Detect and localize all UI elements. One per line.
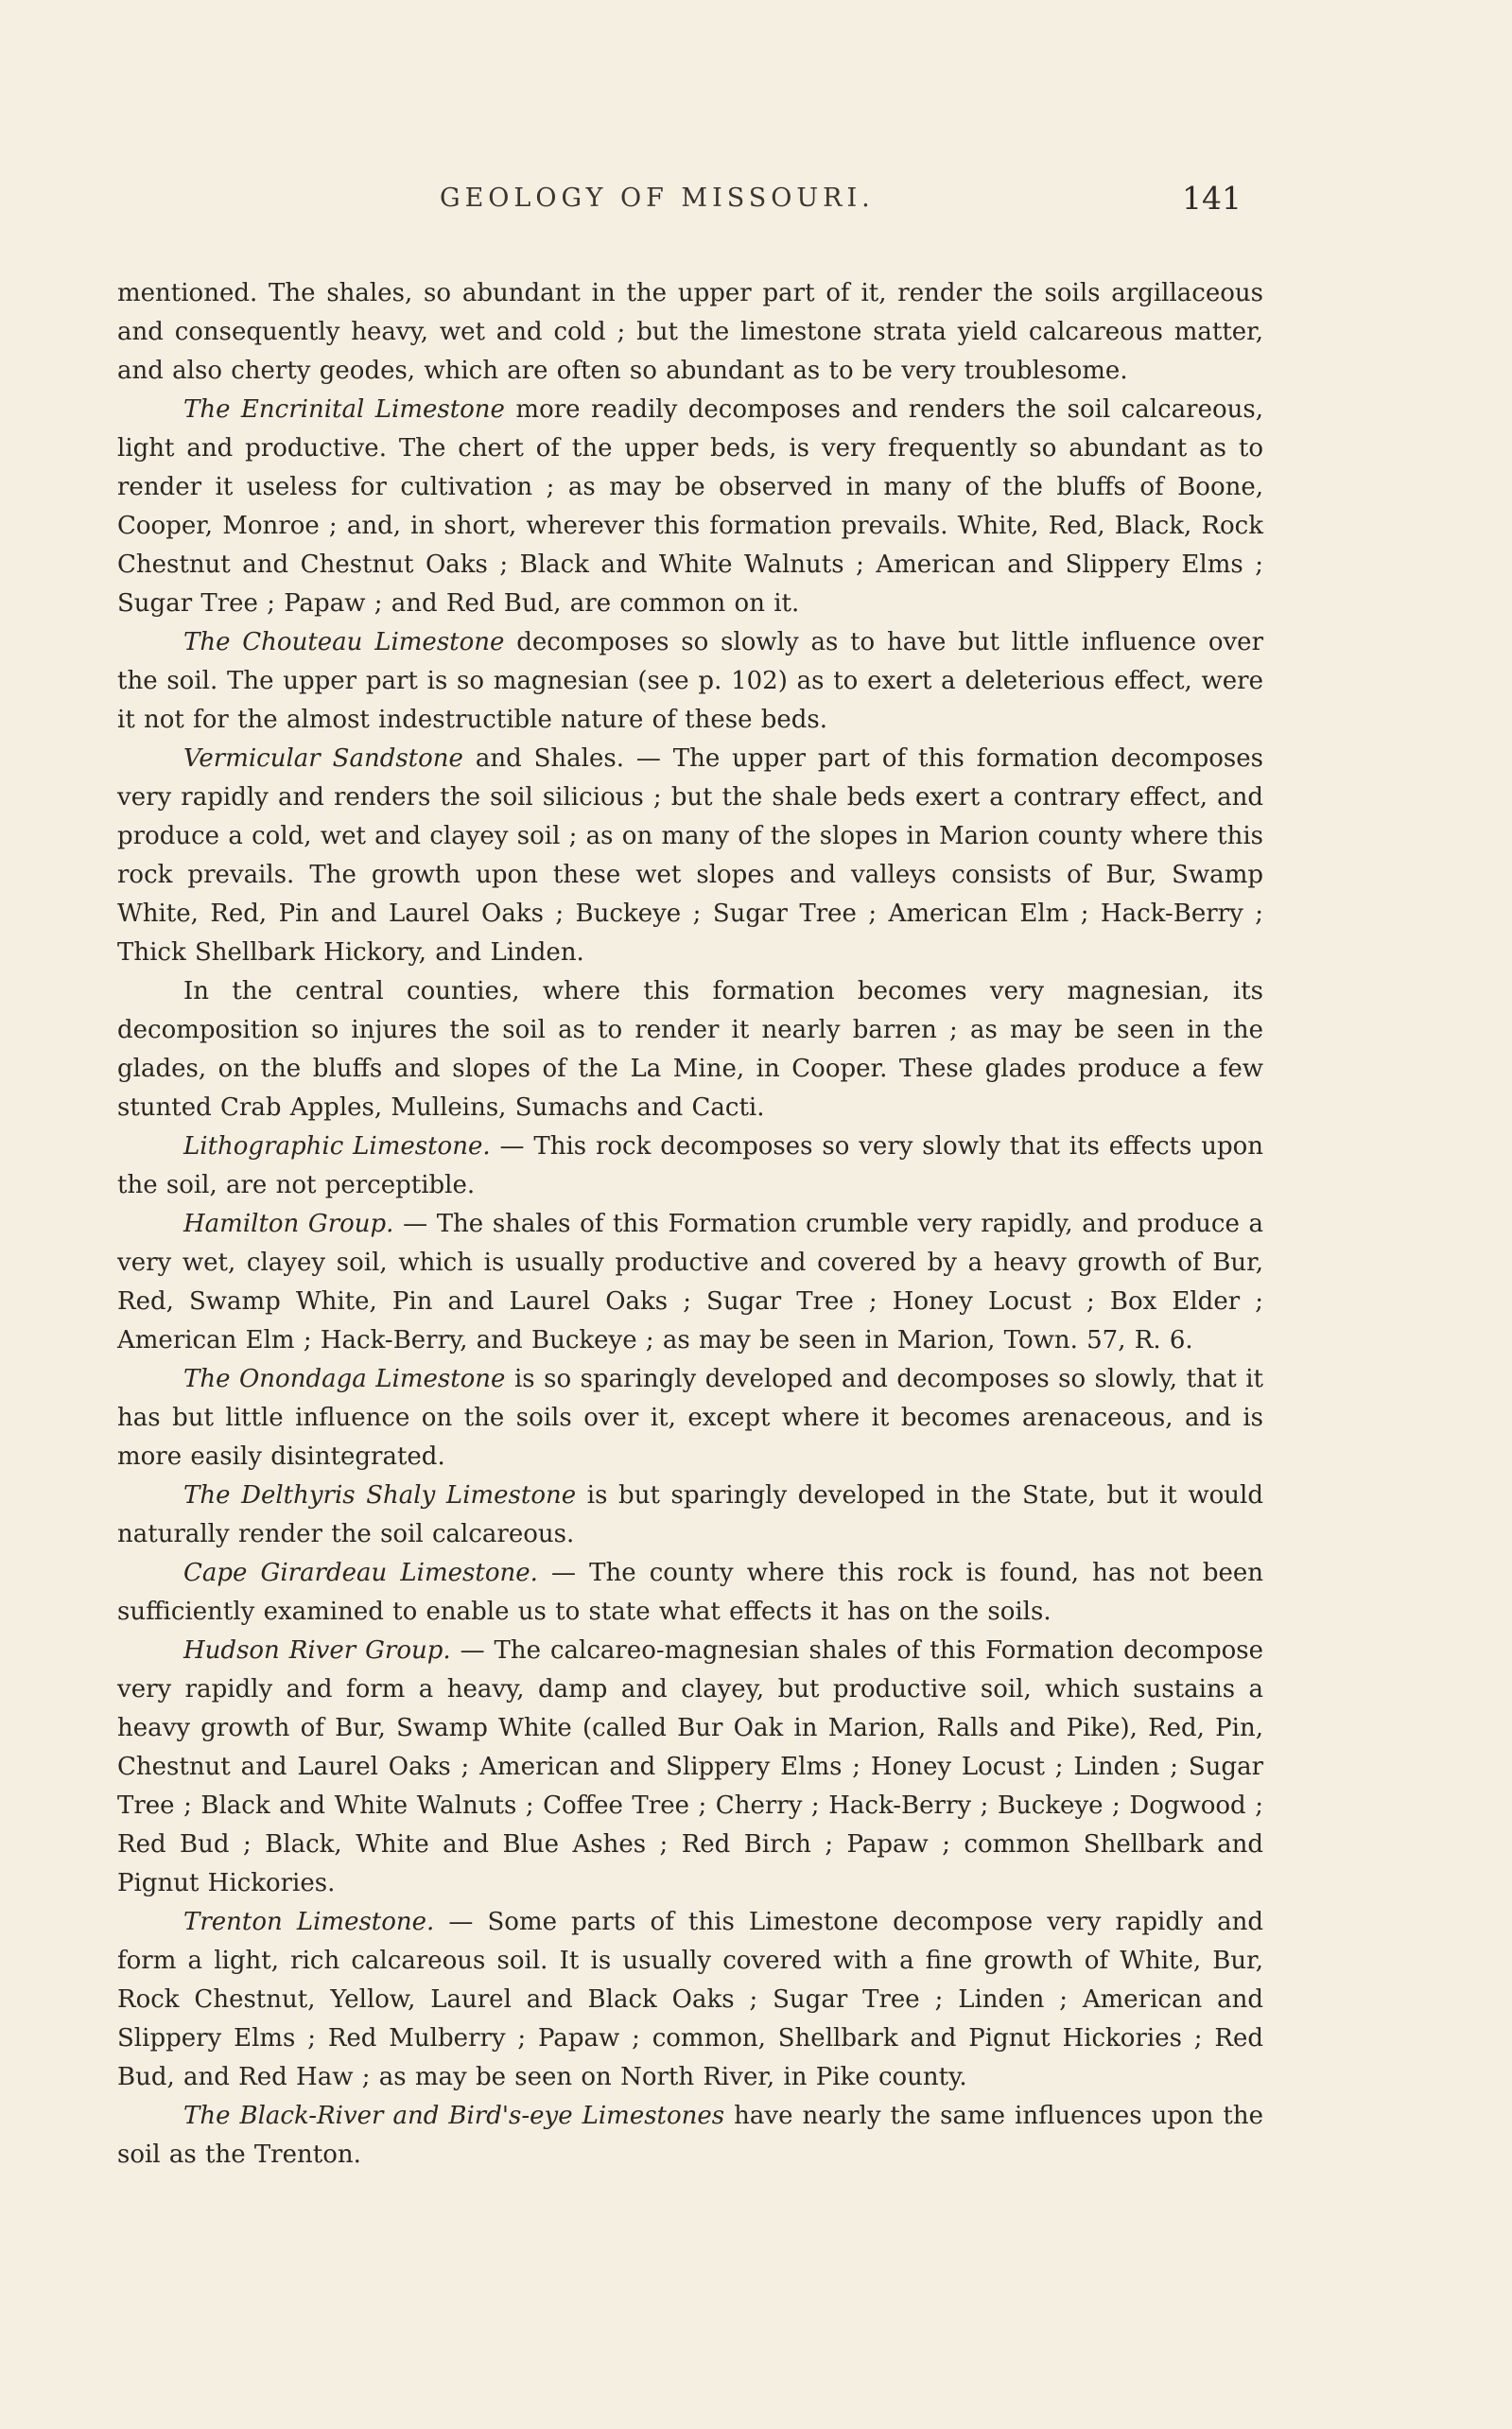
paragraph-11-lead: Hudson River Group. [183,1636,451,1665]
paragraph-8 [117,1360,1263,1477]
paragraph-2-lead: The Encrinital Limestone [183,395,505,424]
paragraph-2-text: more readily decomposes and renders the soil calcareous, light and productive. The chert of the upper beds, is very frequently so abundant as to render it useless for cultivation ; as may be observed in many of the bluffs of Boone, Cooper, Monroe ; and, in short, wherever this formation prevails. White, Red, Black, Rock Chestnut and Chestnut Oaks ; Black and White Walnuts ; American and Slippery Elms ; Sugar Tree ; Papaw ; and Red Bud, are common on it. [117,395,1263,618]
paragraph-2 [117,391,1263,623]
paragraph-6-lead: Lithographic Limestone. [183,1132,491,1161]
paragraph-5-text: In the central counties, where this formation becomes very magnesian, its decomposition so injures the soil as to render it nearly barren ; as may be seen in the glades, on the bluffs and slopes of the La Mine, in Cooper. These glades produce a few stunted Crab Apples, Mulleins, Sumachs and Cacti. [117,977,1263,1122]
paragraph-12-lead: Trenton Limestone. [183,1908,435,1936]
paragraph-7 [117,1205,1263,1360]
paragraph-12 [117,1903,1263,2097]
paragraph-7-lead: Hamilton Group. [183,1210,394,1238]
paragraph-13-lead: The Black-River and Bird's-eye Limestones [183,2102,725,2130]
paragraph-10-lead: Cape Girardeau Limestone. [183,1559,538,1587]
paragraph-6 [117,1127,1263,1205]
paragraph-1-text: mentioned. The shales, so abundant in the upper part of it, render the soils argillaceous and consequently heavy, wet and cold ; but the limestone strata yield calcareous matter, and also cherty geodes, which are often so abundant as to be very troublesome. [117,279,1263,385]
paragraph-4-text: and Shales. — The upper part of this formation decomposes very rapidly and renders the soil silicious ; but the shale beds exert a contrary effect, and produce a cold, wet and clayey soil ; as on many of the slopes in Marion county where this rock prevails. The growth upon these wet slopes and valleys consists of Bur, Swamp White, Red, Pin and Laurel Oaks ; Buckeye ; Sugar Tree ; American Elm ; Hack-Berry ; Thick Shellbark Hickory, and Linden. [117,744,1263,967]
paragraph-1 [117,274,1263,391]
page-number: 141 [1182,180,1242,217]
paragraph-9-lead: The Delthyris Shaly Limestone [183,1481,577,1510]
running-title: GEOLOGY OF MISSOURI. [440,183,875,213]
paragraph-8-lead: The Onondaga Limestone [183,1365,506,1393]
paragraph-6-text: — This rock decomposes so very slowly that its effects upon the soil, are not perceptible. [117,1132,1263,1199]
paragraph-9-text: is but sparingly developed in the State, but it would naturally render the soil calcareous. [117,1481,1263,1548]
paragraph-10-text: — The county where this rock is found, has not been sufficiently examined to enable us to state what effects it has on the soils. [117,1559,1264,1626]
paragraph-7-text: — The shales of this Formation crumble very rapidly, and produce a very wet, clayey soil, which is usually productive and covered by a heavy growth of Bur, Red, Swamp White, Pin and Laurel Oaks ; Sugar Tree ; Honey Locust ; Box Elder ; American Elm ; Hack-Berry, and Buckeye ; as may be seen in Marion, Town. 57, R. 6. [117,1210,1263,1354]
running-head [0,180,1512,227]
paragraph-12-text: — Some parts of this Limestone decompose very rapidly and form a light, rich calcareous soil. It is usually covered with a fine growth of White, Bur, Rock Chestnut, Yellow, Laurel and Black Oaks ; Sugar Tree ; Linden ; American and Slippery Elms ; Red Mulberry ; Papaw ; common, Shellbark and Pignut Hickories ; Red Bud, and Red Haw ; as may be seen on North River, in Pike county. [117,1908,1263,2091]
paragraph-3 [117,623,1263,740]
paragraph-9 [117,1477,1263,1554]
paragraph-13-text: have nearly the same influences upon the soil as the Trenton. [117,2102,1263,2169]
paragraph-5 [117,972,1263,1127]
paragraph-8-text: is so sparingly developed and decomposes so slowly, that it has but little influence on the soils over it, except where it becomes arenaceous, and is more easily disintegrated. [117,1365,1263,1471]
body-text [117,274,1263,2175]
paragraph-11 [117,1632,1263,1903]
paragraph-11-text: — The calcareo-magnesian shales of this Formation decompose very rapidly and form a heavy, damp and clayey, but productive soil, which sustains a heavy growth of Bur, Swamp White (called Bur Oak in Marion, Ralls and Pike), Red, Pin, Chestnut and Laurel Oaks ; American and Slippery Elms ; Honey Locust ; Linden ; Sugar Tree ; Black and White Walnuts ; Coffee Tree ; Cherry ; Hack-Berry ; Buckeye ; Dogwood ; Red Bud ; Black, White and Blue Ashes ; Red Birch ; Papaw ; common Shellbark and Pignut Hickories. [117,1636,1264,1897]
paragraph-3-text: decomposes so slowly as to have but little influence over the soil. The upper part is so magnesian (see p. 102) as to exert a deleterious effect, were it not for the almost indestructible nature of these beds. [117,628,1263,734]
paragraph-10 [117,1554,1263,1632]
paragraph-4-lead: Vermicular Sandstone [183,744,463,773]
paragraph-13 [117,2097,1263,2175]
paragraph-3-lead: The Chouteau Limestone [183,628,505,656]
paragraph-4 [117,740,1263,972]
